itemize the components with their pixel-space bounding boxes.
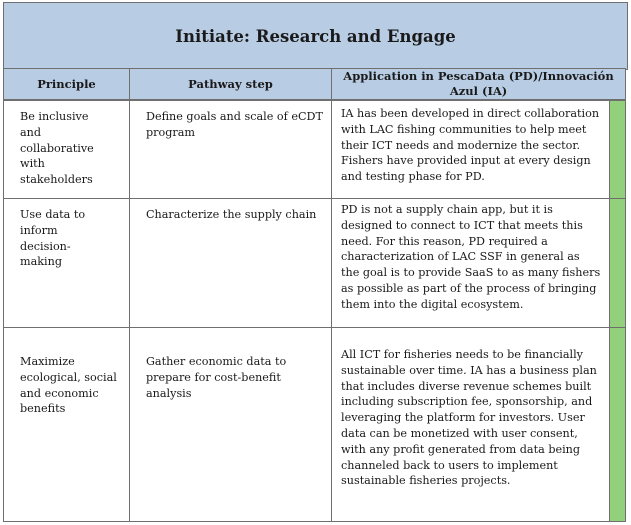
row-1-pathway-step: Define goals and scale of eCDT program — [129, 100, 332, 199]
row-3-pathway-step: Gather economic data to prepare for cost-benefit analysis — [129, 327, 332, 522]
row-3-accent-bar — [609, 327, 626, 522]
row-3-application: All ICT for fisheries needs to be financially sustainable over time. IA has a business plan that includes diverse revenue schemes built including subscription fee, sponsorship, and leveraging the platform for investors. User data can be monetized with user consent, with any profit generated from data being channeled back to users to implement sustainable fisheries projects. — [331, 327, 610, 522]
row-1-principle: Be inclusive and collaborative with stakeholders — [3, 100, 130, 199]
row-2-application: PD is not a supply chain app, but it is designed to connect to ICT that meets this need. For this reason, PD required a characterization of LAC SSF in general as the goal is to provide SaaS to as many fishers as possible as part of the process of bringing them into the digital ecosystem. — [331, 198, 610, 328]
row-1-accent-bar — [609, 100, 626, 199]
row-2-pathway-step: Characterize the supply chain — [129, 198, 332, 328]
column-header-pathway-step: Pathway step — [129, 68, 332, 100]
row-2-principle: Use data to inform decision-making — [3, 198, 130, 328]
column-header-principle: Principle — [3, 68, 130, 100]
row-2-accent-bar — [609, 198, 626, 328]
row-3-principle: Maximize ecological, social and economic benefits — [3, 327, 130, 522]
table-title: Initiate: Research and Engage — [3, 2, 628, 70]
column-header-application: Application in PescaData (PD)/Innovación Azul (IA) — [331, 68, 626, 100]
row-1-application: IA has been developed in direct collaboration with LAC fishing communities to help meet their ICT needs and modernize the sector. Fishers have provided input at every design and testing phase for PD. — [331, 100, 610, 199]
